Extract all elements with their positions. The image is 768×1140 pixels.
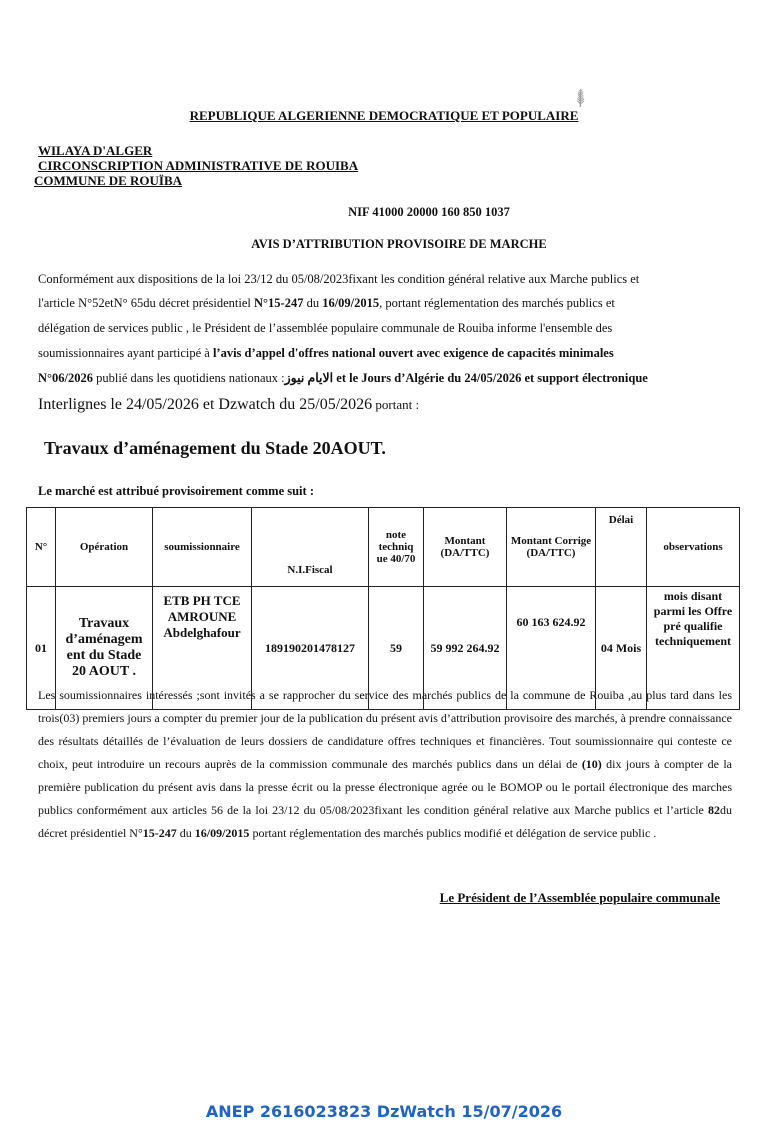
cell-operation: Travaux d’aménagem ent du Stade 20 AOUT . bbox=[56, 587, 153, 710]
header-operation: Opération bbox=[56, 508, 153, 587]
header-soumissionnaire: soumissionnaire bbox=[153, 508, 252, 587]
attribution-lead: Le marché est attribué provisoirement comme suit : bbox=[38, 484, 314, 498]
cell-delai: 04 Mois bbox=[596, 587, 647, 710]
header-montant: Montant (DA/TTC) bbox=[424, 508, 507, 587]
header-corrige: Montant Corrige (DA/TTC) bbox=[507, 508, 596, 587]
intro-line-5: N°06/2026 publié dans les quotidiens nationaux :الايام نيوز et le Jours d’Algérie du 24/05/2026 et support électronique bbox=[38, 371, 648, 385]
cell-observations: mois disant parmi les Offre pré qualifie techniquement bbox=[647, 587, 740, 710]
cell-nif: 189190201478127 bbox=[252, 587, 369, 710]
intro-line-3: délégation de services public , le Président de l’assemblée populaire communale de Rouiba informe l'ensemble des bbox=[38, 321, 613, 335]
header-no: N° bbox=[27, 508, 56, 587]
table-header-row bbox=[27, 508, 740, 587]
handwritten-mark-icon: ⸙ bbox=[564, 79, 597, 115]
cell-corrige: 60 163 624.92 bbox=[507, 587, 596, 710]
nif-number: NIF 41000 20000 160 850 1037 bbox=[348, 205, 510, 219]
intro-line-2: l'article N°52etN° 65du décret présidentiel N°15-247 du 16/09/2015, portant réglementation des marchés publics et bbox=[38, 296, 615, 310]
avis-title: AVIS D’ATTRIBUTION PROVISOIRE DE MARCHE bbox=[251, 237, 547, 251]
circonscription-heading: CIRCONSCRIPTION ADMINISTRATIVE DE ROUIBA bbox=[38, 158, 359, 173]
attribution-table bbox=[26, 507, 740, 710]
header-delai: Délai bbox=[596, 508, 647, 587]
intro-line-6: Interlignes le 24/05/2026 et Dzwatch du 25/05/2026 portant : bbox=[38, 396, 420, 413]
header-nif: N.I.Fiscal bbox=[252, 508, 369, 587]
cell-note: 59 bbox=[369, 587, 424, 710]
wilaya-heading: WILAYA D'ALGER bbox=[38, 143, 153, 158]
commune-heading: COMMUNE DE ROUÏBA bbox=[34, 173, 183, 188]
intro-line-1: Conformément aux dispositions de la loi 23/12 du 05/08/2023fixant les condition général relative aux Marche publics et bbox=[38, 272, 640, 286]
header-note: note techniq ue 40/70 bbox=[369, 508, 424, 587]
project-title: Travaux d’aménagement du Stade 20AOUT. bbox=[44, 438, 386, 458]
cell-soumissionnaire: ETB PH TCE AMROUNE Abdelghafour bbox=[153, 587, 252, 710]
cell-montant: 59 992 264.92 bbox=[424, 587, 507, 710]
header-observations: observations bbox=[647, 508, 740, 587]
intro-line-4: soumissionnaires ayant participé à l’avis d’appel d'offres national ouvert avec exigence de capacités minimales bbox=[38, 346, 614, 360]
signature-line: Le Président de l’Assemblée populaire communale bbox=[439, 890, 720, 905]
republic-heading: REPUBLIQUE ALGERIENNE DEMOCRATIQUE ET POPULAIRE bbox=[189, 108, 579, 123]
body-paragraph: Les soumissionnaires intéressés ;sont invités a se rapprocher du service des marchés publics de la commune de Rouiba ,au plus tard dans les trois(03) premiers jours a compter du premier jour de la publication du présent avis d’attribution provisoire des marchés, à prendre connaissance des résultats détaillés de l’évaluation de leurs dossiers de candidature offres techniques et financières. Tout soumissionnaire qui conteste ce choix, peut introduire un recours auprès de la commission communale des marchés publics dans un délai de (10) dix jours à compter de la première publication du présent avis dans la presse écrit ou la presse électronique agrée ou le BOMOP ou le portail électronique des marches publics conformément aux articles 56 de la loi 23/12 du 05/08/2023fixant les condition général relative aux Marche publics et l’article 82du décret présidentiel N°15-247 du 16/09/2015 portant réglementation des marchés publics modifié et délégation de service public . bbox=[38, 688, 732, 840]
publication-footer: ANEP 2616023823 DzWatch 15/07/2026 bbox=[205, 1102, 563, 1121]
cell-no: 01 bbox=[27, 587, 56, 710]
